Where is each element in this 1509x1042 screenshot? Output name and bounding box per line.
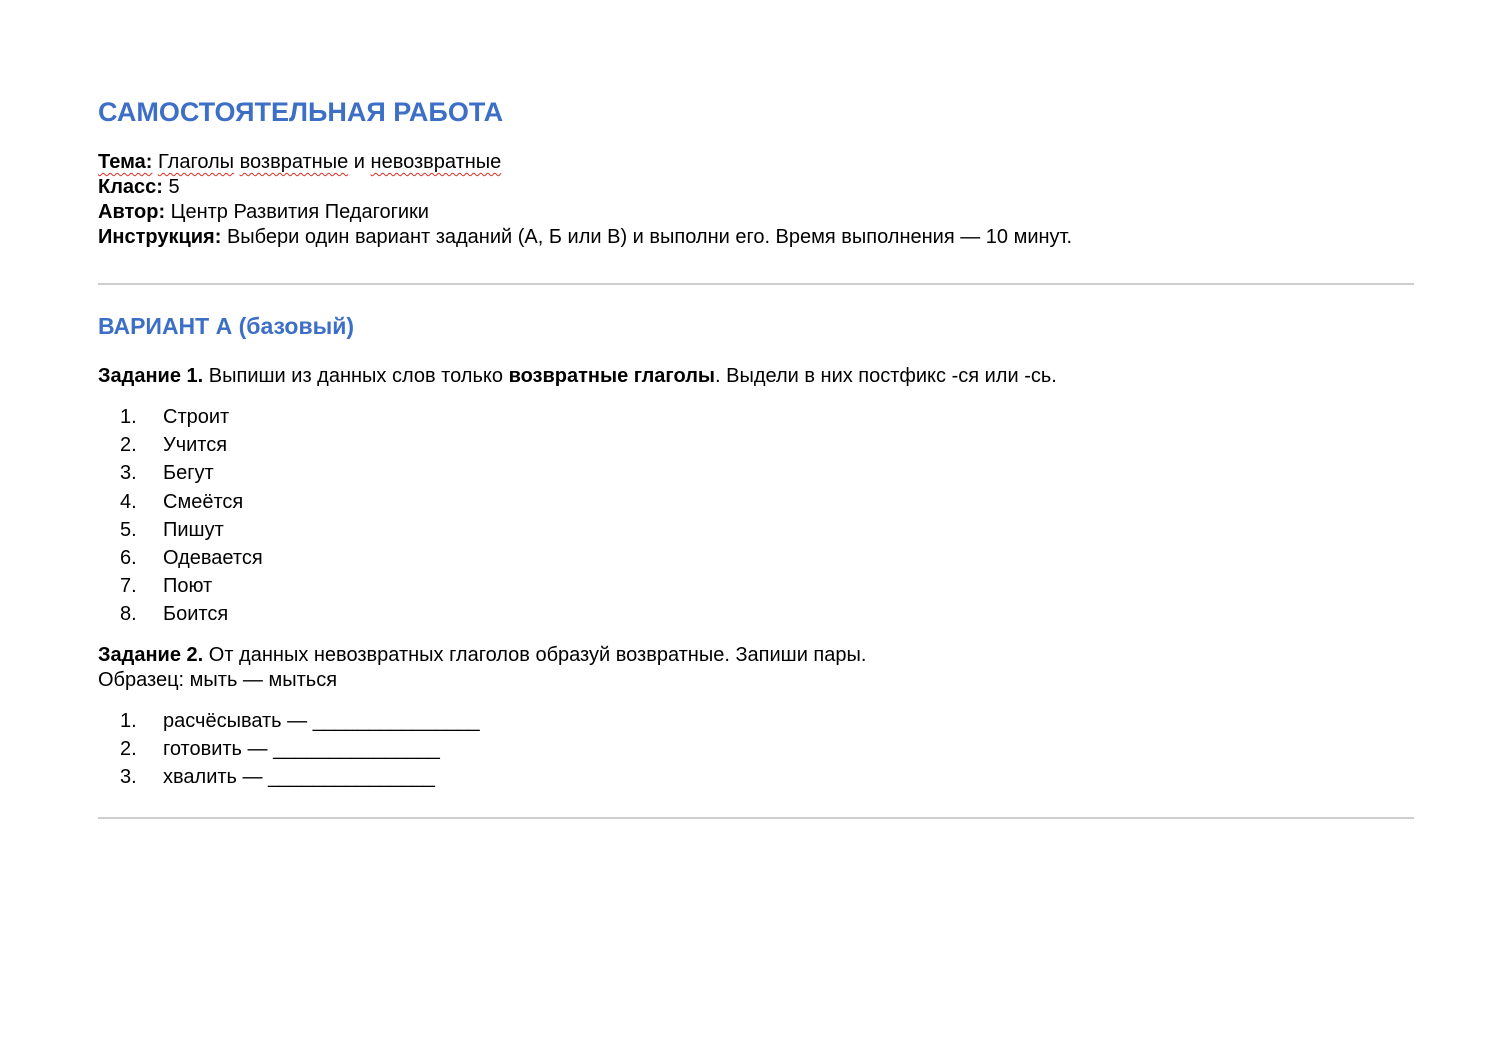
task1-text-before: Выпиши из данных слов только <box>208 365 503 387</box>
author-line <box>98 200 1072 225</box>
list-item-text: Пишут <box>163 518 224 541</box>
topic-label: Тема: <box>98 151 153 173</box>
topic-line <box>98 150 1072 175</box>
divider-top <box>98 283 1414 285</box>
list-item-text: Бегут <box>163 462 214 485</box>
instruction-value: Выбери один вариант заданий (А, Б или В) и выполни его. Время выполнения — 10 минут. <box>226 226 1073 248</box>
task1-label: Задание 1. <box>98 365 204 387</box>
list-item-text: готовить — _______________ <box>163 738 440 761</box>
list-item-number: 6. <box>120 546 137 569</box>
task1-text-after: . Выдели в них постфикс -ся или -сь. <box>715 365 1057 387</box>
list-item-number: 5. <box>120 518 137 541</box>
grade-value: 5 <box>168 176 180 198</box>
list-item-text: хвалить — _______________ <box>163 766 435 789</box>
author-value: Центр Развития Педагогики <box>170 201 429 223</box>
list-item-number: 3. <box>120 766 137 789</box>
list-item-number: 2. <box>120 738 137 761</box>
list-item-number: 3. <box>120 462 137 485</box>
instruction-label: Инструкция: <box>98 226 222 248</box>
list-item-number: 4. <box>120 490 137 513</box>
task2-prompt <box>98 643 866 668</box>
list-item-number: 2. <box>120 434 137 457</box>
grade-line <box>98 175 1072 200</box>
list-item-text: Строит <box>163 406 230 428</box>
task2-text: От данных невозвратных глаголов образуй возвратные. Запиши пары. <box>208 644 867 666</box>
list-item-number: 8. <box>120 603 137 626</box>
document-title: САМОСТОЯТЕЛЬНАЯ РАБОТА <box>98 97 504 127</box>
list-item-number: 1. <box>120 406 137 428</box>
list-item-text: Смеётся <box>163 490 244 513</box>
topic-word-2: возвратные <box>239 151 349 173</box>
author-label: Автор: <box>98 201 166 223</box>
topic-word-1: Глаголы <box>157 151 235 173</box>
task2-sample: Образец: мыть — мыться <box>98 669 338 691</box>
instruction-line <box>98 225 1072 250</box>
list-item-text: Поют <box>163 575 213 598</box>
list-item-text: расчёсывать — _______________ <box>163 710 480 732</box>
list-item-text: Одевается <box>163 546 263 569</box>
divider-bottom <box>98 817 1414 819</box>
task1-prompt <box>98 364 1057 389</box>
grade-label: Класс: <box>98 176 163 198</box>
list-item-number: 1. <box>120 710 137 732</box>
topic-word-3: невозвратные <box>370 151 502 173</box>
metadata-block <box>98 150 1072 250</box>
list-item-text: Учится <box>163 434 228 457</box>
list-item-number: 7. <box>120 575 137 598</box>
task1-text-bold: возвратные глаголы <box>508 365 715 387</box>
task2-label: Задание 2. <box>98 644 204 666</box>
topic-and: и <box>353 151 365 173</box>
list-item-text: Боится <box>163 603 229 626</box>
variant-title: ВАРИАНТ А (базовый) <box>98 313 355 339</box>
